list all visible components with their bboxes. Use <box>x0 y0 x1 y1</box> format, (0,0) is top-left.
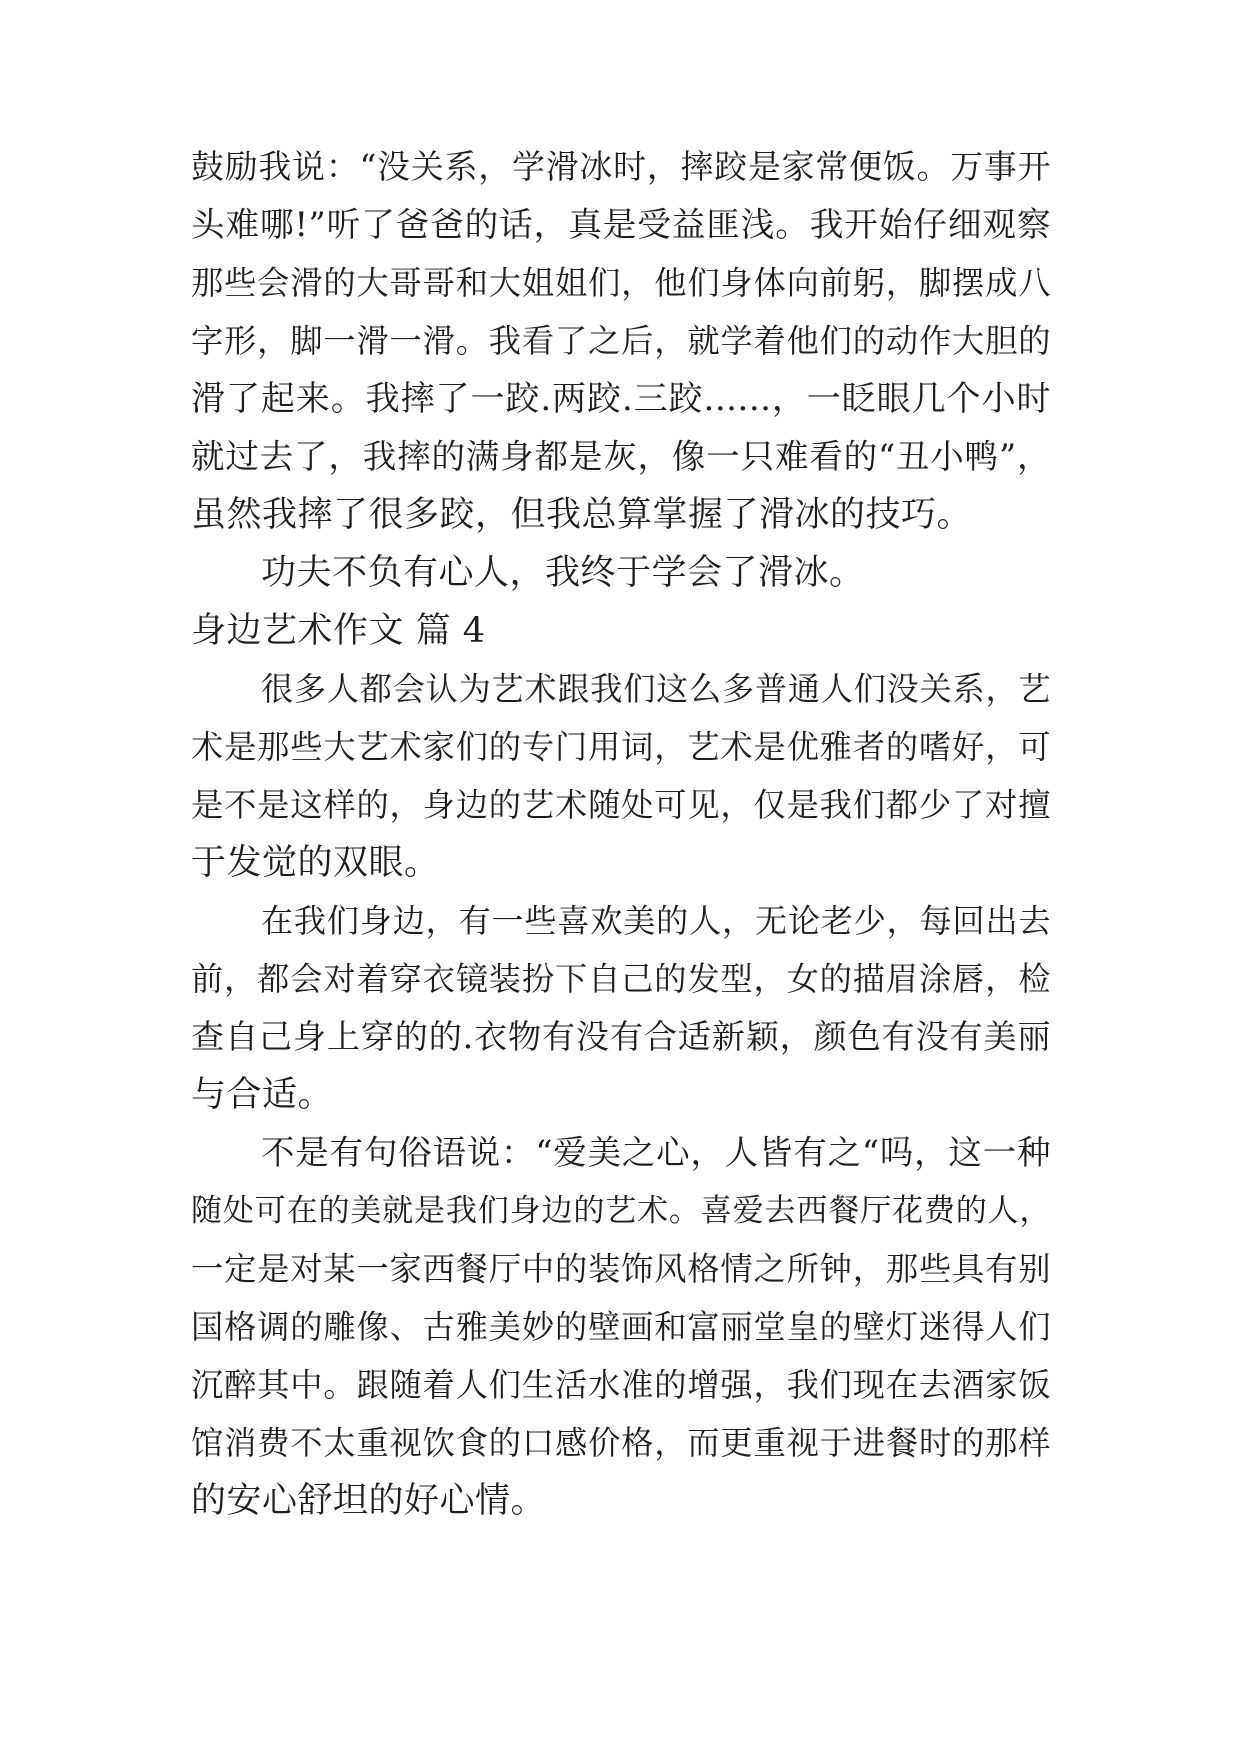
text-line: 那些会滑的大哥哥和大姐姐们，他们身体向前躬，脚摆成八 <box>191 264 1051 302</box>
text-line: 术是那些大艺术家们的专门用词，艺术是优雅者的嗜好，可 <box>191 728 1051 766</box>
text-line: 虽然我摔了很多跤，但我总算掌握了滑冰的技巧。 <box>191 495 973 535</box>
text-line: 字形，脚一滑一滑。我看了之后，就学着他们的动作大胆的 <box>191 322 1051 360</box>
text-line: 鼓励我说：“没关系，学滑冰时，摔跤是家常便饭。万事开 <box>191 147 1051 186</box>
text-line: 前，都会对着穿衣镜装扮下自己的发型，女的描眉涂唇，检 <box>191 960 1051 998</box>
document-body <box>191 138 1051 1530</box>
text-line: 于发觉的双眼。 <box>191 843 440 883</box>
text-line: 头难哪!”听了爸爸的话，真是受益匪浅。我开始仔细观察 <box>191 205 1051 244</box>
text-line: 是不是这样的，身边的艺术随处可见，仅是我们都少了对擅 <box>191 786 1051 824</box>
paragraph-first-line: 功夫不负有心人，我终于学会了滑冰。 <box>261 553 865 593</box>
paragraph-first-line: 不是有句俗语说：“爱美之心，人皆有之“吗，这一种 <box>261 1133 1051 1172</box>
text-line: 的安心舒坦的好心情。 <box>191 1481 547 1521</box>
text-line: 查自己身上穿的的.衣物有没有合适新颖，颜色有没有美丽 <box>191 1017 1051 1056</box>
section-heading: 身边艺术作文 篇 4 <box>191 611 486 651</box>
text-line: 国格调的雕像、古雅美妙的壁画和富丽堂皇的壁灯迷得人们 <box>191 1308 1051 1346</box>
text-line: 一定是对某一家西餐厅中的装饰风格情之所钟，那些具有别 <box>191 1250 1051 1288</box>
text-line: 与合适。 <box>191 1075 334 1115</box>
text-line: 就过去了，我摔的满身都是灰，像一只难看的“丑小鸭”， <box>191 437 1051 476</box>
text-line: 滑了起来。我摔了一跤.两跤.三跤......，一眨眼几个小时 <box>191 379 1051 419</box>
paragraph-first-line: 在我们身边，有一些喜欢美的人，无论老少，每回出去 <box>261 902 1051 940</box>
paragraph-first-line: 很多人都会认为艺术跟我们这么多普通人们没关系，艺 <box>261 670 1051 708</box>
text-line: 馆消费不太重视饮食的口感价格，而更重视于进餐时的那样 <box>191 1424 1051 1462</box>
text-line: 沉醉其中。跟随着人们生活水准的增强，我们现在去酒家饭 <box>191 1366 1051 1404</box>
text-line: 随处可在的美就是我们身边的艺术。喜爱去西餐厅花费的人， <box>191 1193 1051 1229</box>
